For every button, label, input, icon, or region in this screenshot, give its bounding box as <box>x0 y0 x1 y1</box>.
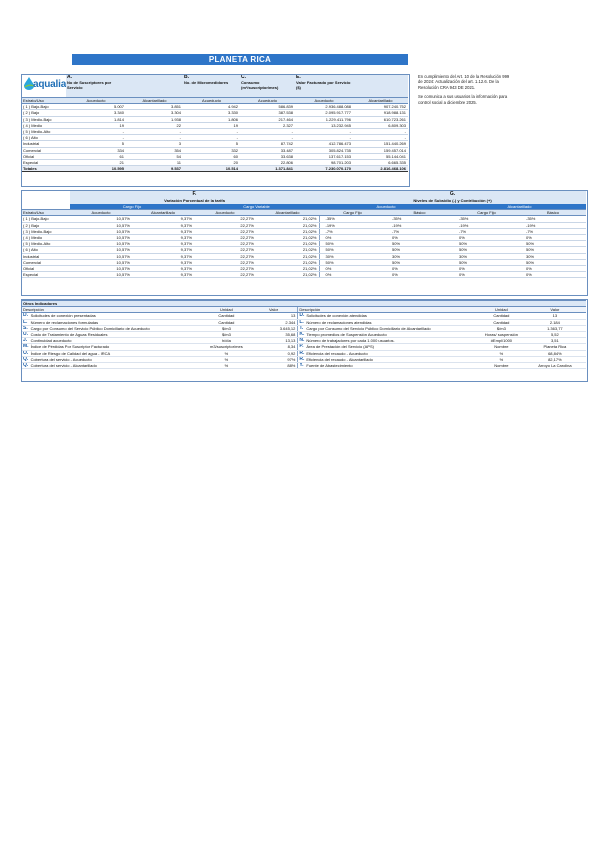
row-label: ( 1 ) Bajo-Bajo <box>22 104 66 110</box>
cell: 9.537 <box>126 166 183 172</box>
totals-row <box>22 166 408 172</box>
subheader-cargo-variable: Cargo Variable <box>194 204 319 210</box>
indicator-unit: % <box>479 356 524 362</box>
indicator-unit: h/día <box>203 338 250 344</box>
indicator-description: Fuente de Abastecimiento <box>305 363 479 369</box>
indicator-value: 8,34 <box>250 344 298 350</box>
cell: 5.007 <box>66 104 126 110</box>
tariff-table <box>22 191 586 278</box>
cell: -35% <box>319 216 386 222</box>
cell: -7% <box>319 228 386 234</box>
cell: 387.538 <box>240 110 295 116</box>
cell: 6.809.303 <box>353 122 408 128</box>
cell: 22,27% <box>194 272 256 278</box>
indicator-description: Continuidad acueducto <box>30 338 204 344</box>
indicator-unit: Cantidad <box>479 319 524 325</box>
indicator-unit: Cantidad <box>479 313 524 319</box>
col-label: Básico <box>386 210 453 216</box>
indicator-value: 88% <box>250 363 298 369</box>
cell: 610.723.261 <box>353 116 408 122</box>
indicator-description: Solicitudes de conexión presentadas <box>30 313 204 319</box>
cell: 22 <box>126 122 183 128</box>
cell: - <box>295 129 353 135</box>
cell: - <box>66 129 126 135</box>
cell: 10,57% <box>70 235 132 241</box>
row-label: Especial <box>22 160 66 166</box>
row-label: Industrial <box>22 253 70 259</box>
notice-paragraph: Se comunica a sus usuarios la información para control social a diciembre 2025. <box>418 94 508 105</box>
cell: 10,57% <box>70 247 132 253</box>
col-label: Acueducto <box>70 210 132 216</box>
indicator-unit: Nombre <box>479 363 524 369</box>
cell: -19% <box>319 222 386 228</box>
cell: 21,02% <box>256 216 319 222</box>
notice-paragraph: En cumplimiento del Art. 10 de la Resolución 999 de 2024: Actualización del art. 1.12.6. De la Resolución CRA 943 DE 2021. <box>418 74 510 90</box>
cell: 21,02% <box>256 266 319 272</box>
row-label: ( 2 ) Bajo <box>22 222 70 228</box>
cell: 30% <box>319 253 386 259</box>
cell: 0% <box>520 266 586 272</box>
cell: 50% <box>319 259 386 265</box>
header-a: A. No de Suscriptores por Servicio <box>66 75 183 98</box>
cell: 354 <box>126 147 183 153</box>
cell: 19 <box>66 122 126 128</box>
cell: 50% <box>520 247 586 253</box>
col-label: Cargo Fijo <box>453 210 520 216</box>
cell: 22,27% <box>194 235 256 241</box>
cell: 10,57% <box>70 266 132 272</box>
cell: 0% <box>453 272 520 278</box>
cell: 21,02% <box>256 247 319 253</box>
cell: 22.806 <box>240 160 295 166</box>
indicator-value: 5,52 <box>524 332 586 338</box>
indicator-unit: % <box>479 350 524 356</box>
cell: 21,02% <box>256 228 319 234</box>
cell: 5 <box>66 141 126 147</box>
header-b: B. No. de Micromedidores <box>183 75 240 98</box>
col-label: Alcantarillado <box>256 210 319 216</box>
indicator-description: Solicitudes de conexión atendidas <box>305 313 479 319</box>
row-label: Especial <box>22 272 70 278</box>
indicator-description: Eficiencia del recaudo - Alcantarillado <box>305 356 479 362</box>
row-label: ( 3 ) Medio-Bajo <box>22 116 66 122</box>
cell: 22,27% <box>194 222 256 228</box>
col-label: Acueducto <box>240 98 295 104</box>
cell: 11 <box>126 160 183 166</box>
cell: 1.938 <box>126 116 183 122</box>
row-label: ( 6 ) Alto <box>22 247 70 253</box>
indicator-value: 3.645,12 <box>250 325 298 331</box>
cell: 3.304 <box>126 110 183 116</box>
cell: 2.816.468.106 <box>353 166 408 172</box>
cell: 10,57% <box>70 259 132 265</box>
indicator-value: 2.344 <box>250 319 298 325</box>
row-label: ( 4 ) Medio <box>22 235 70 241</box>
header-e: E. Valor Facturado por Servicio ($) <box>295 75 408 98</box>
indicator-unit: Cantidad <box>203 313 250 319</box>
cell: 50% <box>520 241 586 247</box>
cell: 10,57% <box>70 222 132 228</box>
cell: 3.330 <box>183 110 240 116</box>
row-label: ( 3 ) Medio-Bajo <box>22 228 70 234</box>
indicator-description: Cargo por Consumo del Servicio Público Domiciliario de Alcantarillado <box>305 325 479 331</box>
regulation-notice <box>418 74 510 109</box>
col-label: Cargo Fijo <box>319 210 386 216</box>
cell: 30% <box>386 253 453 259</box>
indicator-code: S. <box>23 325 28 331</box>
col-label: Básico <box>520 210 586 216</box>
indicator-row <box>22 363 586 369</box>
subheader-cargo-fijo: Cargo Fijo <box>70 204 194 210</box>
col-label: Descripción <box>22 307 203 313</box>
indicator-unit: Horas/ suspensión <box>479 332 524 338</box>
cell: 0% <box>319 266 386 272</box>
cell: 19 <box>183 122 240 128</box>
cell: 0% <box>319 272 386 278</box>
cell: 9,37% <box>132 272 194 278</box>
cell: 9,37% <box>132 266 194 272</box>
cell: -7% <box>386 228 453 234</box>
logo-text: aqualia <box>33 79 67 90</box>
row-label: ( 5 ) Medio-Alto <box>22 241 70 247</box>
indicator-description: Cobertura del servicio - Alcantarillado <box>30 363 204 369</box>
cell: - <box>183 129 240 135</box>
cell: 10,57% <box>70 272 132 278</box>
indicator-value: 97% <box>250 356 298 362</box>
indicator-code: K. <box>299 331 305 338</box>
cell: 586.839 <box>240 104 295 110</box>
cell: 10,57% <box>70 253 132 259</box>
cell: - <box>66 135 126 141</box>
indicator-code: Q. <box>23 362 29 369</box>
row-label: Oficial <box>22 153 66 159</box>
cell: 22,27% <box>194 216 256 222</box>
indicator-code: D. <box>23 312 28 319</box>
indicator-unit: m3/suscriptor/mes <box>203 344 250 350</box>
cell: - <box>295 135 353 141</box>
cell: 50% <box>520 259 586 265</box>
row-label: Industrial <box>22 141 66 147</box>
col-label: Acueducto <box>183 98 240 104</box>
row-label: ( 2 ) Bajo <box>22 110 66 116</box>
cell: 0% <box>453 266 520 272</box>
indicator-value: 68,84% <box>524 350 586 356</box>
indicator-value: 13 <box>524 313 586 319</box>
indicator-row <box>22 350 586 356</box>
indicator-unit: % <box>203 356 250 362</box>
indicator-code: U. <box>23 331 28 338</box>
cell: 9,37% <box>132 241 194 247</box>
cell: - <box>183 135 240 141</box>
row-label: ( 1 ) Bajo-Bajo <box>22 216 70 222</box>
cell: -19% <box>386 222 453 228</box>
cell: 33.638 <box>240 153 295 159</box>
indicators-table <box>22 300 586 369</box>
col-label: Acueducto <box>66 98 126 104</box>
col-label: Alcantarillado <box>353 98 408 104</box>
cell: 3 <box>126 141 183 147</box>
indicator-unit: #Empl/1000 <box>479 338 524 344</box>
cell: 332 <box>183 147 240 153</box>
indicator-code: L. <box>299 319 304 325</box>
cell: -35% <box>520 216 586 222</box>
cell: 305.824.735 <box>295 147 353 153</box>
subheader-acueducto: Acueducto <box>319 204 453 210</box>
cell: 10,57% <box>70 241 132 247</box>
cell: 50% <box>453 241 520 247</box>
cell: 1.806 <box>183 116 240 122</box>
cell: 22,27% <box>194 228 256 234</box>
cell: 30% <box>520 253 586 259</box>
cell: 0% <box>386 235 453 241</box>
cell: 0% <box>520 272 586 278</box>
cell: - <box>126 135 183 141</box>
indicator-unit: % <box>203 350 250 356</box>
header-g: G. Niveles de Subsidio (-) y Contribución (+) <box>319 191 586 204</box>
indicator-description: Número de reclamaciones formuladas <box>30 319 204 325</box>
cell: 10,57% <box>70 216 132 222</box>
cell: 54 <box>126 153 183 159</box>
cell: 98.701.203 <box>295 160 353 166</box>
cell: 21,02% <box>256 241 319 247</box>
col-label: Alcantarillado <box>132 210 194 216</box>
cell: 9,37% <box>132 235 194 241</box>
row-label: Comercial <box>22 259 70 265</box>
cell: 9,37% <box>132 228 194 234</box>
cell: 412.786.473 <box>295 141 353 147</box>
subheader-alcantarillado: Alcantarillado <box>453 204 586 210</box>
cell: -35% <box>453 216 520 222</box>
cell: Totales <box>22 166 66 172</box>
cell: 10.514 <box>183 166 240 172</box>
cell: 3.340 <box>66 110 126 116</box>
cell: 21,02% <box>256 235 319 241</box>
row-label: ( 5 ) Medio-Alto <box>22 129 66 135</box>
cell: - <box>353 129 408 135</box>
cell: 10,57% <box>70 228 132 234</box>
indicator-code: M. <box>23 343 29 350</box>
cell: 918.988.131 <box>353 110 408 116</box>
indicator-value: 35,68 <box>250 332 298 338</box>
col-label: Valor <box>524 307 586 313</box>
indicator-description: Área de Prestación del Servicio (APS) <box>305 344 479 350</box>
header-c: C. Consumo (m³/suscriptor/mes) <box>240 75 295 98</box>
cell: 10.595 <box>66 166 126 172</box>
indicator-unit: Cantidad <box>203 319 250 325</box>
page-title: PLANETA RICA <box>72 54 408 65</box>
table-row <box>22 272 586 278</box>
cell: 22,27% <box>194 253 256 259</box>
col-label: Unidad <box>203 307 250 313</box>
cell: - <box>353 135 408 141</box>
cell: 30% <box>453 253 520 259</box>
indicator-description: Índice de Riesgo de Calidad del agua - IRCA <box>30 350 204 356</box>
cell: 21,02% <box>256 272 319 278</box>
indicator-code: T. <box>298 325 306 331</box>
indicator-unit: % <box>203 363 250 369</box>
indicator-value: 2.184 <box>524 319 586 325</box>
cell: 1.371.841 <box>240 166 295 172</box>
indicator-code: P. <box>299 343 304 350</box>
indicator-value: Planeta Rica <box>524 344 586 350</box>
cell: 22,27% <box>194 266 256 272</box>
indicator-unit: $/m3 <box>479 325 524 331</box>
col-label: Valor <box>250 307 298 313</box>
cell: 50% <box>453 259 520 265</box>
indicator-code: Y. <box>299 362 304 369</box>
col-label: Acueducto <box>295 98 353 104</box>
indicators-title: Otros Indicadores <box>22 301 586 307</box>
cell: 0% <box>453 235 520 241</box>
col-label: Descripción <box>298 307 479 313</box>
cell: 20 <box>183 160 240 166</box>
cell: 50% <box>319 247 386 253</box>
cell: 50% <box>386 247 453 253</box>
indicator-value: 13,13 <box>250 338 298 344</box>
cell: 9,37% <box>132 259 194 265</box>
cell: 9,37% <box>132 247 194 253</box>
cell: 334 <box>66 147 126 153</box>
cell: 61 <box>66 153 126 159</box>
cell: 1.229.411.796 <box>295 116 353 122</box>
cell: -35% <box>386 216 453 222</box>
indicator-code: L. <box>22 319 30 325</box>
row-label: Comercial <box>22 147 66 153</box>
col-label: Acueducto <box>194 210 256 216</box>
indicator-unit: $/m3 <box>203 332 250 338</box>
subscribers-table <box>22 75 408 172</box>
cell: 159.457.014 <box>353 147 408 153</box>
row-label: ( 4 ) Medio <box>22 122 66 128</box>
indicator-value: 13 <box>250 313 298 319</box>
cell: 0% <box>386 272 453 278</box>
cell: 21 <box>66 160 126 166</box>
cell: 137.617.153 <box>295 153 353 159</box>
indicator-description: Cobertura del servicio - Acueducto <box>30 356 204 362</box>
cell: 50% <box>386 259 453 265</box>
cell: 50% <box>386 241 453 247</box>
cell: 50% <box>453 247 520 253</box>
indicator-description: Cargo por Consumo del Servicio Público Domiciliario de Acueducto <box>30 325 204 331</box>
cell: 5 <box>183 141 240 147</box>
row-label: ( 6 ) Alto <box>22 135 66 141</box>
indicator-description: Tiempo promedios de Suspensión Acueducto <box>305 332 479 338</box>
indicator-value: Arroyo La Carolina <box>524 363 586 369</box>
cell: 21,02% <box>256 259 319 265</box>
cell: 1.814 <box>66 116 126 122</box>
cell: 21,02% <box>256 253 319 259</box>
indicator-description: Índice de Pérdidas Por Suscriptor Facturado <box>30 344 204 350</box>
indicator-description: Costo de Tratamiento de Aguas Residuales <box>30 332 204 338</box>
indicator-description: Eficiencia del recaudo - Acueducto <box>305 350 479 356</box>
cell: 22,27% <box>194 259 256 265</box>
indicator-code: O. <box>23 350 29 356</box>
cell: - <box>240 135 295 141</box>
col-label: Alcantarillado <box>126 98 183 104</box>
indicator-value: 1.363,77 <box>524 325 586 331</box>
cell: 0% <box>319 235 386 241</box>
cell: -7% <box>453 228 520 234</box>
indicator-value: 3,51 <box>524 338 586 344</box>
cell: 55.144.041 <box>353 153 408 159</box>
header-f: F. Variación Porcentual de la tarifa <box>70 191 319 204</box>
col-label: Estrato/Uso <box>22 210 70 216</box>
indicator-row <box>22 332 586 338</box>
indicator-code: J. <box>22 338 30 344</box>
indicator-code: R. <box>299 356 305 362</box>
cell: 2.095.917.777 <box>295 110 353 116</box>
cell: 217.464 <box>240 116 295 122</box>
cell: 50% <box>319 241 386 247</box>
indicator-code: D. <box>299 312 305 319</box>
cell: 33.487 <box>240 147 295 153</box>
cell: -19% <box>520 222 586 228</box>
cell: 0% <box>386 266 453 272</box>
cell: 9,37% <box>132 216 194 222</box>
row-label: Oficial <box>22 266 70 272</box>
cell: 22,27% <box>194 247 256 253</box>
indicator-code: R. <box>299 350 305 356</box>
cell: 2.936.488.088 <box>295 104 353 110</box>
cell: 21,02% <box>256 222 319 228</box>
cell: 9,37% <box>132 253 194 259</box>
cell: 87.742 <box>240 141 295 147</box>
cell: 0% <box>520 235 586 241</box>
indicator-value: 0,92 <box>250 350 298 356</box>
cell: 7.230.070.170 <box>295 166 353 172</box>
indicator-unit: $/m3 <box>203 325 250 331</box>
cell: 907.240.752 <box>353 104 408 110</box>
indicator-description: Número de reclamaciones atendidas <box>305 319 479 325</box>
cell: 3.851 <box>126 104 183 110</box>
cell: -19% <box>453 222 520 228</box>
cell: 151.440.269 <box>353 141 408 147</box>
col-label: Estrato/Uso <box>22 98 66 104</box>
cell: - <box>240 129 295 135</box>
indicator-code: N. <box>299 337 305 344</box>
indicator-description: Número de trabajadores por cada 1.000 usuarios. <box>305 338 479 344</box>
cell: 60 <box>183 153 240 159</box>
col-label: Unidad <box>479 307 524 313</box>
cell: 2.327 <box>240 122 295 128</box>
cell: 4.942 <box>183 104 240 110</box>
cell: 22,27% <box>194 241 256 247</box>
cell: 13.232.945 <box>295 122 353 128</box>
cell: -7% <box>520 228 586 234</box>
cell: - <box>126 129 183 135</box>
indicator-unit: Nombre <box>479 344 524 350</box>
cell: 6.665.335 <box>353 160 408 166</box>
indicator-value: 82,17% <box>524 356 586 362</box>
cell: 9,37% <box>132 222 194 228</box>
indicator-code: Q. <box>23 356 29 362</box>
